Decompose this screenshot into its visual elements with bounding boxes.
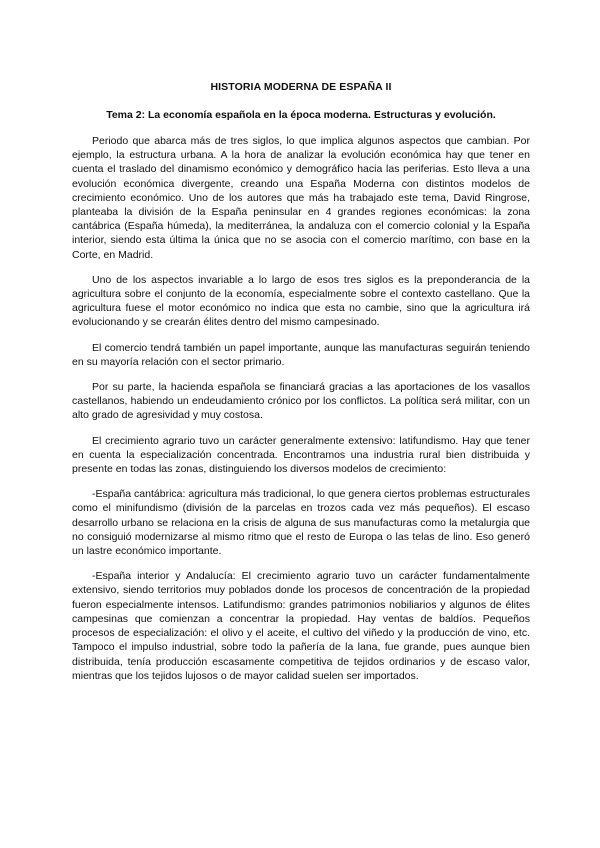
document-page: [72, 80, 530, 694]
paragraph-agriculture: Uno de los aspectos invariable a lo largo de esos tres siglos es la preponderancia de la agricultura sobre el conjunto de la economía, especialmente sobre el contexto castellano. Que la agricultura fuese el motor económico no indica que esta no cambie, sino que la agricultura irá evolucionando y se crearán élites dentro del mismo campesinado.: [72, 273, 530, 329]
paragraph-espana-cantabrica: -España cantábrica: agricultura más tradicional, lo que genera ciertos problemas estructurales como el minifundismo (división de la parcelas en trozos cada vez más pequeños). El escaso desarrollo urbano se relaciona en la crisis de alguna de sus manufacturas como la metalurgia que no consiguió modernizarse al mismo ritmo que el resto de Europa o las telas de lino. Eso generó un lastre económico importante.: [72, 488, 530, 558]
paragraph-agrarian-growth: El crecimiento agrario tuvo un carácter generalmente extensivo: latifundismo. Hay que tener en cuenta la especialización concentrada. Encontramos una industria rural bien distribuida y presente en todas las zonas, distinguiendo los diversos modelos de crecimiento:: [72, 434, 530, 476]
document-title: HISTORIA MODERNA DE ESPAÑA II: [210, 81, 392, 93]
paragraph-hacienda: Por su parte, la hacienda española se financiará gracias a las aportaciones de los vasallos castellanos, habiendo un endeudamiento crónico por los conflictos. La política será militar, con un alto grado de agresividad y muy costosa.: [72, 381, 530, 422]
paragraph-commerce: El comercio tendrá también un papel importante, aunque las manufacturas seguirán teniendo en su mayoría relación con el sector primario.: [72, 341, 530, 368]
document-subtitle: Tema 2: La economía española en la época moderna. Estructuras y evolución.: [106, 109, 496, 121]
paragraph-espana-interior-andalucia: -España interior y Andalucía: El crecimiento agrario tuvo un carácter fundamentalmente extensivo, siendo territorios muy poblados donde los procesos de concentración de la propiedad fueron especialmente intensos. Latifundismo: grandes patrimonios nobiliarios y algunos de élites campesinas que comienzan a concentrar la propiedad. Hay ventas de baldíos. Pequeños procesos de especialización: el olivo y el aceite, el cultivo del viñedo y la producción de vino, etc. Tampoco el impulso industrial, sobre todo la pañería de la lana, fue grande, pues aunque bien distribuida, tenía producción escasamente competitiva de tejidos ordinarios y de escaso valor, mientras que los tejidos lujosos o de mayor calidad suelen ser importados.: [72, 570, 530, 682]
paragraph-intro: Periodo que abarca más de tres siglos, lo que implica algunos aspectos que cambian. Por ejemplo, la estructura urbana. A la hora de analizar la evolución económica hay que tener en cuenta el traslado del dinamismo económico y demográfico hacia las periferias. Esto lleva a una evolución económica divergente, creando una España Moderna con distintos modelos de crecimiento económico. Uno de los autores que más ha trabajado este tema, David Ringrose, planteaba la división de la España peninsular en 4 grandes regiones económicas: la zona cantábrica (España húmeda), la mediterránea, la andaluza con el comercio colonial y la España interior, siendo esta última la única que no se asocia con el comercio marítimo, con base en la Corte, en Madrid.: [72, 135, 530, 261]
